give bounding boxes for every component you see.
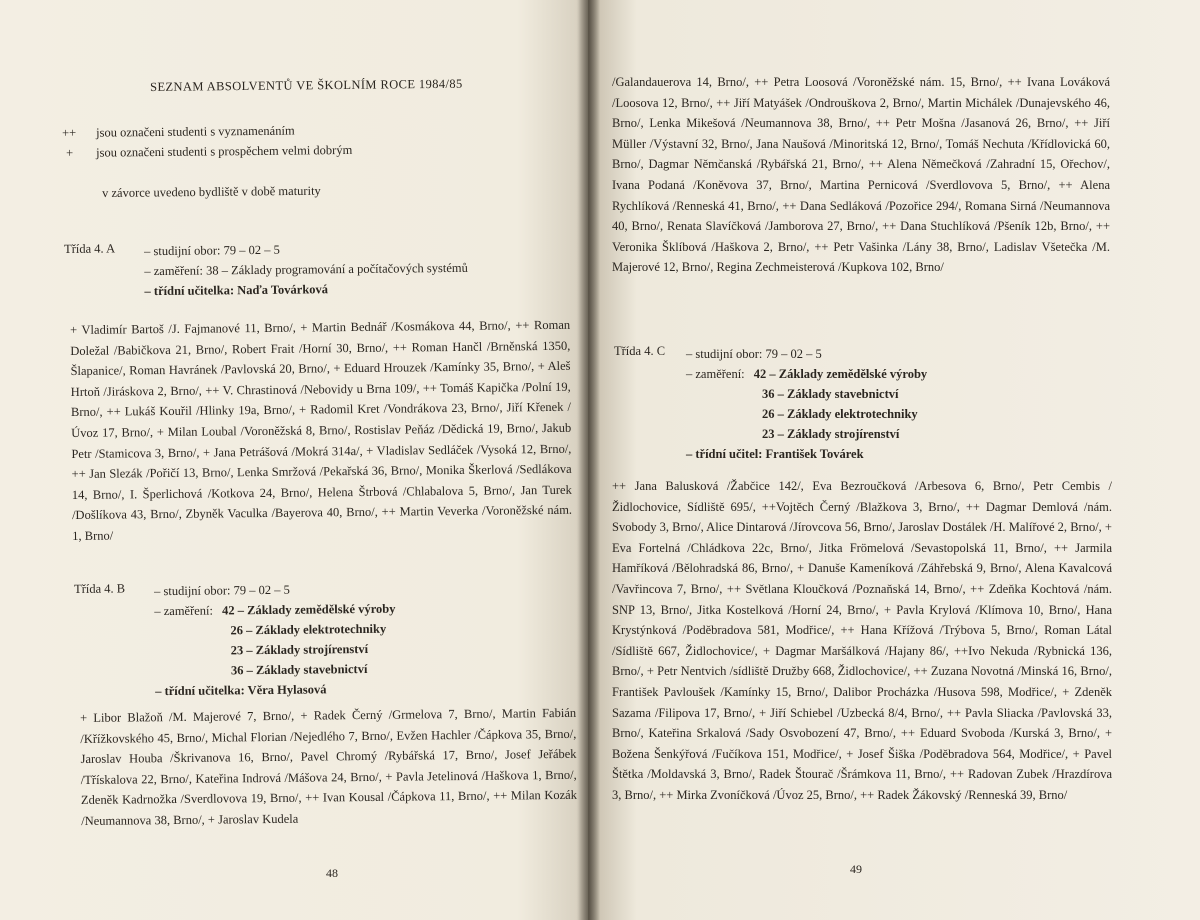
legend-item-very-good <box>62 143 352 161</box>
class-c-teacher: – třídní učitel: František Továrek <box>686 447 864 461</box>
class-b-zamereni-2: 23 – Základy strojírenství <box>230 641 369 658</box>
legend-mark: + <box>65 145 74 160</box>
class-a-obor: – studijní obor: 79 – 02 – 5 <box>144 242 280 259</box>
class-c-zamereni-2: 26 – Základy elektrotechniky <box>762 407 918 421</box>
legend-item-honors <box>62 124 295 141</box>
class-b-zamereni-3: 36 – Základy stavebnictví <box>230 661 368 678</box>
class-b-students: + Libor Blažoň /M. Majerové 7, Brno/, + Radek Černý /Grmelova 7, Brno/, Martin Fabián /Křížkovského 45, Brno/, Michal Florian /Nejedlého 7, Brno/, Evžen Hachler /Čápkova 35, Brno/, Jaroslav Houba /Škrivanova 16, Brno/, Pavel Chromý /Rybářská 17, Brno/, Josef Jeřábek /Třískalova 22, Brno/, Kateřina Indrová /Mášova 24, Brno/, + Pavla Jetelinová /Haškova 1, Brno/, Zdeněk Kadrnožka /Sverdlovova 19, Brno/, ++ Ivan Kousal /Čápkova 11, Brno/, ++ Milan Kozák /Neumannova 38, Brno/, + Jaroslav Kudela <box>80 705 578 828</box>
page-number-left: 48 <box>326 866 338 880</box>
class-c-obor: – studijní obor: 79 – 02 – 5 <box>686 347 822 361</box>
legend-mark: ++ <box>62 125 77 140</box>
class-b-students-continued: /Galandauerova 14, Brno/, ++ Petra Loosová /Voroněžské nám. 15, Brno/, ++ Ivana Lováková /Loosova 12, Brno/, ++ Jiří Matyášek /Ondrouškova 2, Brno/, Martin Michálek /Dunajevského 46, Brno/, Lenka Mikešová /Neumannova 38, Brno/, ++ Petr Mošna /Jasanová 26, Brno/, ++ Jiří Müller /Výstavní 32, Brno/, Jana Naušová /Minoritská 12, Brno/, Tomáš Nechuta /Křídlovická 60, Brno/, Dagmar Němčanská /Rybářská 21, Brno/, ++ Alena Němečková /Zahradní 15, Ořechov/, Ivana Podaná /Koněvova 37, Brno/, Martina Pernicová /Sverdlovova 5, Brno/, ++ Alena Rychlíková /Renneská 41, Brno/, ++ Dana Sedláková /Pozořice 294/, Romana Sirná /Neumannova 40, Brno/, Renata Slavíčková /Jamborova 27, Brno/, ++ Dana Stuchlíková /Pšeník 12b, Brno/, ++ Veronika Šklíbová /Haškova 2, Brno/, ++ Petr Vašinka /Lány 38, Brno/, Ladislav Všetečka /M. Majerové 12, Brno/, Regina Zechmeisterová /Kupkova 102, Brno/ <box>612 75 1110 275</box>
class-a-students: + Vladimír Bartoš /J. Fajmanové 11, Brno/, + Martin Bednář /Kosmákova 44, Brno/, ++ Roman Doležal /Babičkova 21, Brno/, Robert Frait /Horní 30, Brno/, ++ Roman Hančl /Brněnská 1350, Šlapanice/, Roman Havránek /Pavlovská 20, Brno/, + Eduard Hrouzek /Kamínky 35, Brno/, + Aleš Hrtoň /Jiráskova 2, Brno/, ++ V. Chrastinová /Nebovidy u Brna 109/, ++ Tomáš Kapička /Polní 19, Brno/, ++ Lukáš Kouřil /Hlinky 19a, Brno/, + Radomil Kret /Vondrákova 23, Brno/, Jiří Křenek /Úvoz 17, Brno/, + Milan Loubal /Voroněžská 8, Brno/, Rostislav Peňáz /Dědická 19, Brno/, Jakub Petr /Stamicova 3, Brno/, + Jana Petrášová /Mokrá 314a/, + Vladislav Sedláček /Vysoká 12, Brno/, ++ Jan Slezák /Pořičí 13, Brno/, Lenka Smržová /Pekařská 36, Brno/, Monika Škerlová /Sedlákova 14, Brno/, I. Šperlichová /Kotkova 24, Brno/, Helena Štrbová /Chlabalova 5, Brno/, Jan Turek /Došlíkova 43, Brno/, Zbyněk Vaculka /Bayerova 40, Brno/, ++ Martin Veverka /Voroněžské nám. 1, Brno/ <box>70 317 573 543</box>
page-title: SEZNAM ABSOLVENTŮ VE ŠKOLNÍM ROCE 1984/85 <box>150 76 463 94</box>
class-c-zamereni-1: 36 – Základy stavebnictví <box>762 387 899 401</box>
class-b-zamereni-key: – zaměření: <box>154 603 214 619</box>
legend-text: jsou označeni studenti s vyznamenáním <box>95 123 295 140</box>
class-a-teacher: – třídní učitelka: Naďa Továrková <box>144 282 329 299</box>
class-b-zamereni-0: 42 – Základy zemědělské výroby <box>222 601 396 618</box>
class-b-label: Třída 4. B <box>74 581 126 596</box>
class-c-label: Třída 4. C <box>614 344 666 358</box>
right-page <box>588 0 1200 920</box>
class-c-students: ++ Jana Balusková /Žabčice 142/, Eva Bezroučková /Arbesova 6, Brno/, Petr Cembis /Židlochovice, Sídliště 695/, ++Vojtěch Černý /Blažkova 3, Brno/, ++ Dagmar Demlová /nám. Svobody 3, Brno/, Alice Dintarová /Jírovcova 56, Brno/, Jaroslav Dostálek /H. Malířové 2, Brno/, + Eva Fortelná /Chládkova 22c, Brno/, Jitka Frömelová /Sevastopolská 11, Brno/, ++ Jarmila Hamříková /Bělohradská 86, Brno/, + Danuše Kameníková /Záhřebská 9, Brno/, Alena Kavalcová /Vavřincova 7, Brno/, ++ Světlana Kloučková /Poznaňská 14, Brno/, ++ Zdeňka Kochtová /nám. SNP 13, Brno/, Jitka Kostelková /Horní 24, Brno/, + Pavla Krylová /Klímova 10, Brno/, Hana Krystýnková /Poděbradova 581, Modřice/, ++ Hana Křížová /Trýbova 5, Brno/, Roman Látal /Sídliště 667, Židlochovice/, + Dagmar Maršálková /Hajany 86/, ++Ivo Nekuda /Rybnická 136, Brno/, + Petr Nentvich /sídliště Družby 668, Židlochovice/, ++ Zuzana Novotná /Minská 16, Brno/, František Pavloušek /Kamínky 15, Brno/, Dalibor Procházka /Husova 598, Modřice/, + Zdeněk Sazama /Filipova 17, Brno/, + Jiří Schiebel /Uzbecká 8/4, Brno/, ++ Pavla Sliacka /Pavlovská 33, Brno/, Kateřina Srkalová /Sady Osvobození 47, Brno/, ++ Eduard Svoboda /Kurská 3, Brno/, + Božena Šenkýřová /Fučíkova 151, Modřice/, + Josef Šiška /Poděbradova 564, Modřice/, + Pavel Štětka /Moldavská 3, Brno/, Radek Štourač /Šrámkova 11, Brno/, ++ Radovan Zubek /Hrazdírova 3, Brno/, ++ Mirka Zvoníčková /Úvoz 25, Brno/, ++ Radek Žákovský /Renneská 39, Brno/ <box>612 479 1112 802</box>
class-b-teacher: – třídní učitelka: Věra Hylasová <box>155 682 327 699</box>
class-b-zamereni-1: 26 – Základy elektrotechniky <box>230 621 387 638</box>
class-c-zamereni-3: 23 – Základy strojírenství <box>762 427 900 441</box>
residence-note: v závorce uvedeno bydliště v době maturity <box>102 183 321 200</box>
page-number-right: 49 <box>850 862 862 876</box>
class-c-zamereni-key: – zaměření: <box>686 367 745 381</box>
class-c-zamereni-0: 42 – Základy zemědělské výroby <box>753 367 928 381</box>
class-a-zamereni: – zaměření: 38 – Základy programování a počítačových systémů <box>144 260 468 279</box>
left-page <box>0 0 588 920</box>
book-gutter <box>578 0 600 920</box>
legend-text: jsou označeni studenti s prospěchem velmi dobrým <box>95 142 353 160</box>
class-a-label: Třída 4. A <box>64 241 116 256</box>
class-b-obor: – studijní obor: 79 – 02 – 5 <box>154 582 290 599</box>
